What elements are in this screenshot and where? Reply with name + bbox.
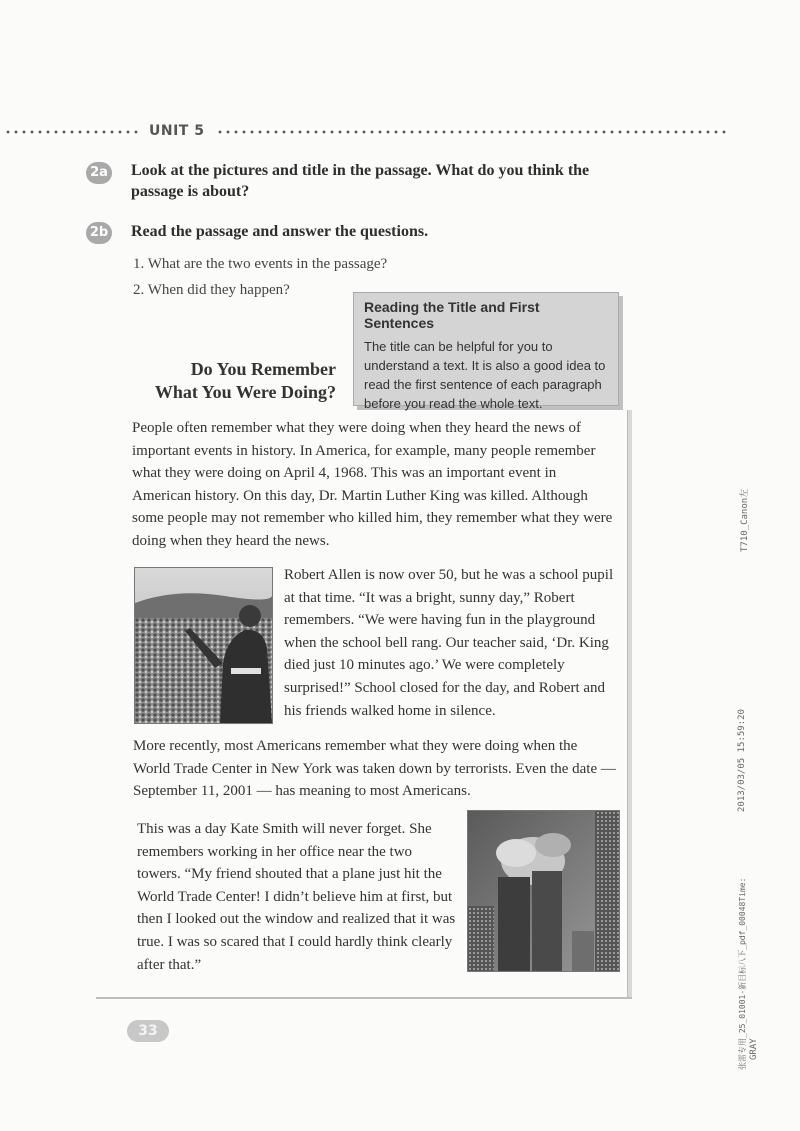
- activity-badge-2b: 2b: [86, 222, 112, 244]
- world-trade-center-photo: [467, 810, 620, 972]
- activity-badge-2a: 2a: [86, 162, 112, 184]
- reading-tip-box: [353, 292, 619, 411]
- article-title-line2: What You Were Doing?: [154, 382, 336, 402]
- tip-title: Reading the Title and First Sentences: [364, 299, 540, 331]
- margin-stamp-middle: 2013/03/05 15:59:20: [737, 709, 747, 812]
- article-title: [128, 358, 336, 404]
- margin-stamp-top: T710_Canon左: [740, 488, 750, 552]
- article-paragraph-1: People often remember what they were doing when they heard the news of important events in history. In America, for example, many people remember what they were doing on April 4, 1968. This was an important event in American history. On this day, Dr. Martin Luther King was killed. Although some people may not remember who killed him, they remember what they were doing when they heard the news.: [132, 420, 613, 549]
- header-dots-left: [4, 129, 140, 135]
- article-paragraph-4: This was a day Kate Smith will never forget. She remembers working in her office near the two towers. “My friend shouted that a plane just hit the World Trade Center! I didn’t believe him at first, but then I looked out the window and realized that it was true. I was so scared that I could hardly think clearly after that.”: [137, 821, 456, 973]
- tip-body: The title can be helpful for you to understand a text. It is also a good idea to read the first sentence of each paragraph before you read the whole text.: [364, 339, 606, 411]
- article-bottom-rule: [96, 997, 632, 999]
- activity-2b-instruction: Read the passage and answer the questions.: [131, 223, 429, 240]
- question-2: 2. When did they happen?: [133, 282, 290, 298]
- unit-label: UNIT 5: [149, 123, 205, 139]
- header-dots-right: [216, 129, 728, 135]
- article-paragraph-3: More recently, most Americans remember what they were doing when the World Trade Center in New York was taken down by terrorists. Even the date — September 11, 2001 — has meaning to most Americans.: [133, 738, 616, 800]
- activity-2a-instruction: Look at the pictures and title in the passage. What do you think the passage is about?: [131, 162, 590, 200]
- article-paragraph-2: Robert Allen is now over 50, but he was a school pupil at that time. “It was a bright, sunny day,” Robert remembers. “We were having fun in the playground when the school bell rang. Our teacher said, ‘Dr. King died just 10 minutes ago.’ We were completely surprised!” School closed for the day, and Robert and his friends walked home in silence.: [284, 567, 614, 719]
- margin-stamp-gray: GRAY: [749, 1038, 759, 1060]
- article-title-line1: Do You Remember: [190, 359, 336, 379]
- article-panel-edge: [627, 410, 632, 997]
- page-number: 33: [127, 1020, 169, 1042]
- mlk-crowd-photo: [134, 567, 273, 724]
- margin-stamp-bottom: 张雷专用_25_01001-新目标八下_pdf_00048Time:: [738, 877, 747, 1070]
- question-1: 1. What are the two events in the passage?: [133, 256, 388, 272]
